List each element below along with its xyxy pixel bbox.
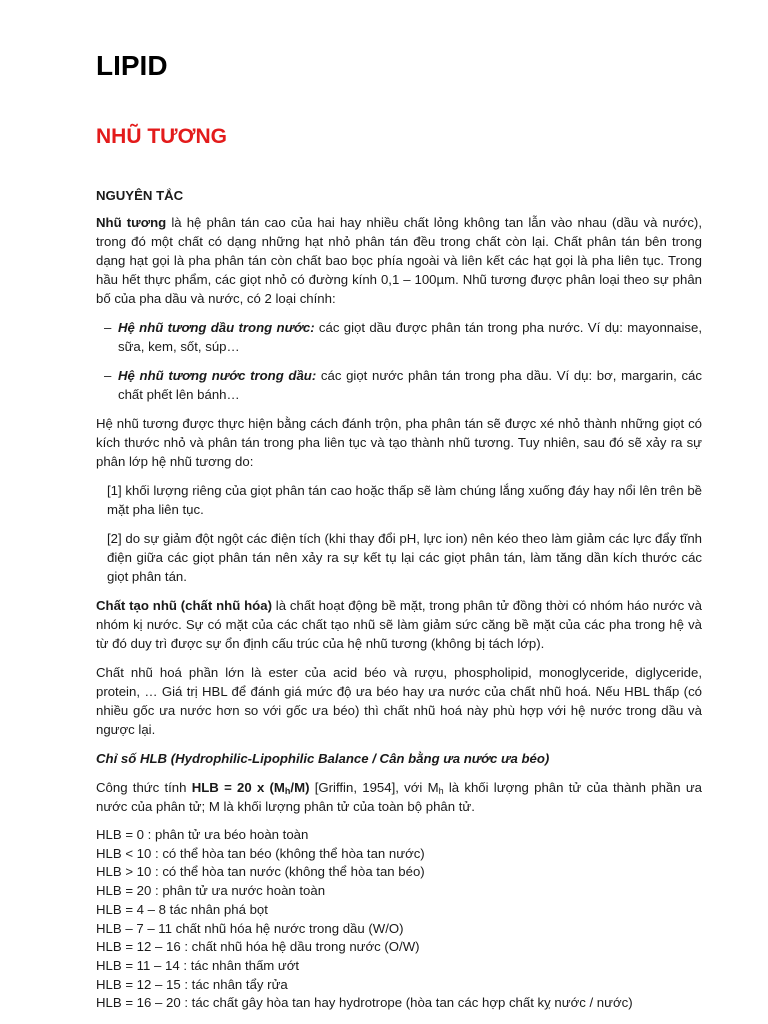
formula-paragraph — [96, 778, 702, 816]
list-item: HLB = 0 : phân tử ưa béo hoàn toàn — [96, 827, 309, 842]
section-title: NHŨ TƯƠNG — [96, 125, 227, 148]
bullet-term: Hệ nhũ tương nước trong dầu: — [118, 368, 317, 383]
list-item: HLB = 16 – 20 : tác chất gây hòa tan hay hydrotrope (hòa tan các hợp chất kỵ nước / nước) — [96, 995, 633, 1011]
document-title: LIPID — [96, 50, 168, 81]
list-item: HLB = 20 : phân tử ưa nước hoàn toàn — [96, 883, 326, 899]
process-paragraph: Hệ nhũ tương được thực hiện bằng cách đánh trộn, pha phân tán sẽ được xé nhỏ thành những giọt có kích thước nhỏ và phân tán trong pha liên tục và tạo thành nhũ tương. Tuy nhiên, sau đó sẽ xảy ra sự phân lớp hệ nhũ tương do: — [96, 416, 702, 469]
bullet-term: Hệ nhũ tương dầu trong nước: — [118, 320, 315, 335]
formula-suffix: là khối lượng phân tử của thành phần ưa nước của phân tử; M là khối lượng phân tử của toàn bộ phân tử. — [96, 780, 702, 814]
bullet-text: các giọt dầu được phân tán trong pha nước. Ví dụ: mayonnaise, sữa, kem, sốt, súp… — [118, 320, 702, 354]
bullet-dash: – — [104, 320, 112, 335]
formula-prefix: Công thức tính — [96, 780, 192, 795]
hlb-value-list — [96, 826, 702, 1013]
intro-text: là hệ phân tán cao của hai hay nhiều chất lỏng không tan lẫn vào nhau (dầu và nước), trong đó một chất có dạng những hạt nhỏ phân tán đều trong chất còn lại. Chất phân tán bên trong dạng hạt gọi là pha phân tán còn chất bao bọc phía ngoài và liên kết các hạt gọi là pha liên tục. Trong hầu hết thực phẩm, các giọt nhỏ có đường kính 0,1 – 100µm. Nhũ tương được phân loại theo sự phân bố của pha dầu và nước, có 2 loại chính: — [96, 215, 702, 306]
emulsifier-paragraph — [96, 596, 702, 653]
bullet-dash: – — [104, 368, 112, 383]
hlb-heading: Chỉ số HLB (Hydrophilic-Lipophilic Balance / Cân bằng ưa nước ưa béo) — [96, 751, 550, 766]
hbl-paragraph: Chất nhũ hoá phần lớn là ester của acid béo và rượu, phospholipid, monoglyceride, diglyceride, protein, … Giá trị HBL để đánh giá mức độ ưa béo hay ưa nước của chất nhũ hoá. Nếu HBL thấp (có nhiều gốc ưa nước hơn so với gốc ưa béo) thì chất nhũ hoá này phù hợp với hệ nước trong dầu và ngược lại. — [96, 665, 702, 737]
emulsifier-text: là chất hoạt động bề mặt, trong phân tử đồng thời có nhóm háo nước và nhóm kị nước. Sự có mặt của các chất tạo nhũ sẽ làm giảm sức căng bề mặt của các pha trong hệ và từ đó duy trì được sự ổn định cấu trúc của hệ nhũ tương (không bị tách lớp). — [96, 598, 702, 651]
list-item: HLB = 11 – 14 : tác nhân thấm ướt — [96, 957, 300, 973]
reason-item-2: [2] do sự giảm đột ngột các điện tích (khi thay đổi pH, lực ion) nên kéo theo làm giảm các lực đẩy tĩnh điện giữa các giọt phân tán nên xảy ra sự kết tụ lại các giọt phân tán, làm tăng dần kích thước các giọt phân tán. — [107, 531, 702, 584]
intro-term: Nhũ tương — [96, 215, 167, 230]
document-body — [96, 186, 702, 1013]
list-item: HLB = 4 – 8 tác nhân phá bọt — [96, 901, 268, 917]
formula-expression — [192, 780, 310, 795]
formula-subscript: h — [438, 786, 444, 796]
intro-paragraph — [96, 213, 702, 308]
formula-subscript: h — [284, 786, 291, 796]
list-item: HLB – 7 – 11 chất nhũ hóa hệ nước trong dầu (W/O) — [96, 920, 404, 936]
formula-part: HLB = 20 x (M — [191, 780, 285, 795]
bullet-item-oil-in-water — [96, 318, 702, 356]
bullet-item-water-in-oil — [96, 366, 702, 404]
bullet-text: các giọt nước phân tán trong pha dầu. Ví dụ: bơ, margarin, các chất phết lên bánh… — [118, 368, 702, 402]
list-item: HLB > 10 : có thể hòa tan nước (không thể hòa tan béo) — [96, 864, 425, 880]
principle-heading: NGUYÊN TẮC — [96, 188, 184, 203]
formula-mid: [Griffin, 1954], với M — [309, 780, 439, 795]
list-item: HLB < 10 : có thể hòa tan béo (không thể hòa tan nước) — [96, 845, 425, 861]
formula-part: /M) — [290, 780, 310, 795]
emulsifier-term: Chất tạo nhũ (chất nhũ hóa) — [96, 598, 272, 613]
list-item: HLB = 12 – 15 : tác nhân tẩy rửa — [96, 976, 288, 992]
list-item: HLB = 12 – 16 : chất nhũ hóa hệ dầu trong nước (O/W) — [96, 939, 420, 955]
reason-item-1: [1] khối lượng riêng của giọt phân tán cao hoặc thấp sẽ làm chúng lắng xuống đáy hay nổi lên trên bề mặt pha liên tục. — [107, 483, 702, 517]
